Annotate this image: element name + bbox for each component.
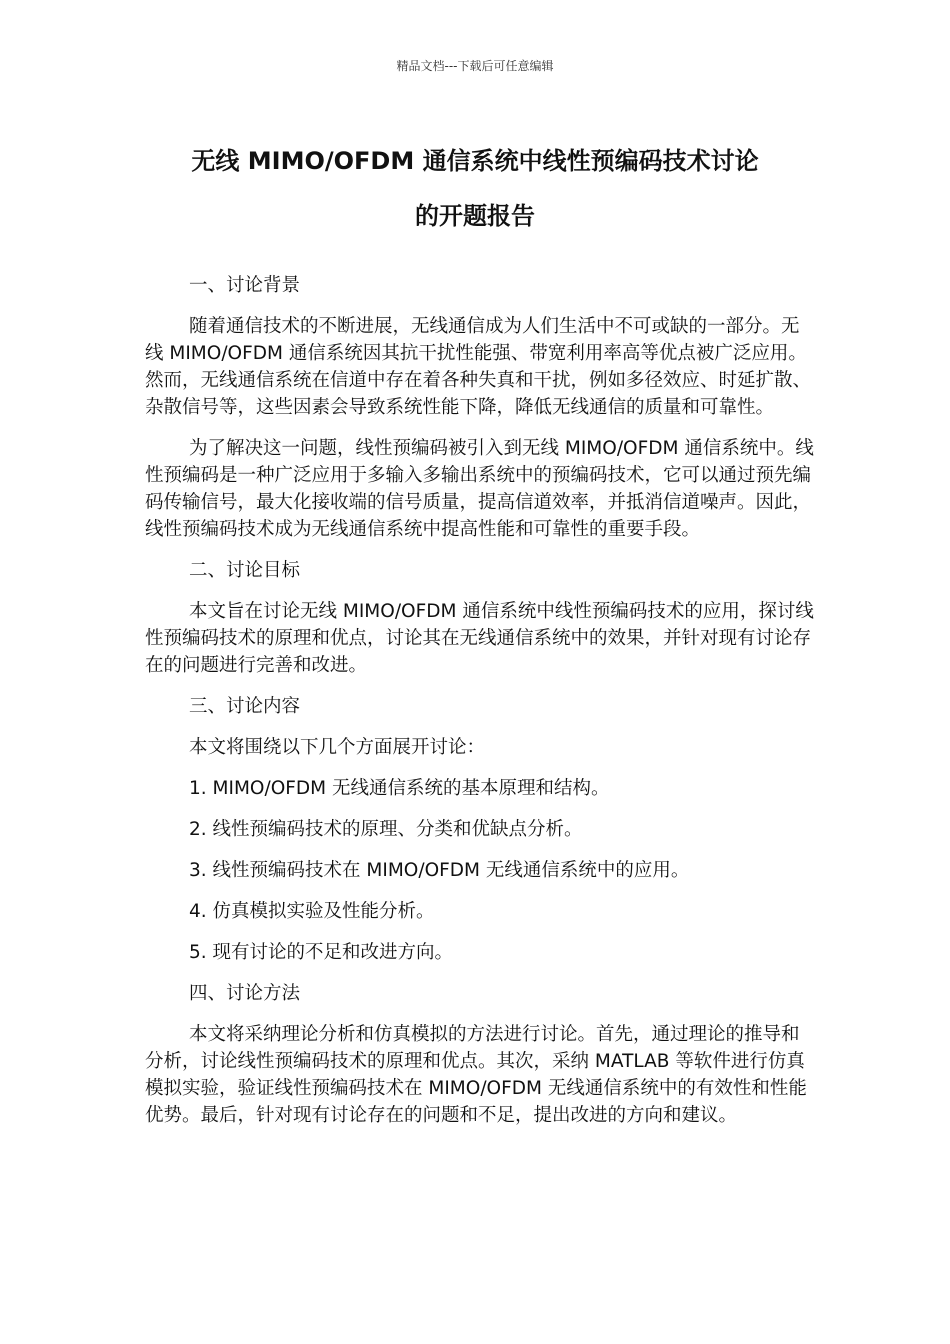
document-title-line-1: 无线 MIMO/OFDM 通信系统中线性预编码技术讨论 bbox=[191, 147, 759, 175]
content-list-item: 3. 线性预编码技术在 MIMO/OFDM 无线通信系统中的应用。 bbox=[189, 860, 690, 881]
page-header-note: 精品文档---下载后可任意编辑 bbox=[396, 59, 554, 73]
content-list-item: 4. 仿真模拟实验及性能分析。 bbox=[189, 901, 435, 922]
document-title-line-2: 的开题报告 bbox=[415, 202, 535, 230]
document-body bbox=[145, 272, 815, 1143]
section-heading-content: 三、讨论内容 bbox=[189, 696, 301, 717]
background-paragraph-2: 为了解决这一问题，线性预编码被引入到无线 MIMO/OFDM 通信系统中。线性预编码是一种广泛应用于多输入多输出系统中的预编码技术，它可以通过预先编码传输信号，最大化接收端的信号质量，提高信道效率，并抵消信道噪声。因此，线性预编码技术成为无线通信系统中提高性能和可靠性的重要手段。 bbox=[145, 438, 814, 540]
content-list-item: 5. 现有讨论的不足和改进方向。 bbox=[189, 942, 454, 963]
content-list-item: 1. MIMO/OFDM 无线通信系统的基本原理和结构。 bbox=[189, 778, 610, 799]
content-list-item: 2. 线性预编码技术的原理、分类和优缺点分析。 bbox=[189, 819, 583, 840]
section-heading-goal: 二、讨论目标 bbox=[189, 560, 301, 581]
section-heading-background: 一、讨论背景 bbox=[189, 275, 301, 296]
section-heading-method: 四、讨论方法 bbox=[189, 983, 301, 1004]
goal-paragraph: 本文旨在讨论无线 MIMO/OFDM 通信系统中线性预编码技术的应用，探讨线性预编码技术的原理和优点，讨论其在无线通信系统中的效果，并针对现有讨论存在的问题进行完善和改进。 bbox=[145, 601, 814, 676]
content-intro: 本文将围绕以下几个方面展开讨论： bbox=[189, 737, 486, 758]
method-paragraph: 本文将采纳理论分析和仿真模拟的方法进行讨论。首先，通过理论的推导和分析，讨论线性预编码技术的原理和优点。其次，采纳 MATLAB 等软件进行仿真模拟实验，验证线性预编码技术在 MIMO/OFDM 无线通信系统中的有效性和性能优势。最后，针对现有讨论存在的问题和不足，提出改进的方向和建议。 bbox=[145, 1024, 807, 1126]
background-paragraph-1: 随着通信技术的不断进展，无线通信成为人们生活中不可或缺的一部分。无线 MIMO/OFDM 通信系统因其抗干扰性能强、带宽利用率高等优点被广泛应用。然而，无线通信系统在信道中存在着各种失真和干扰，例如多径效应、时延扩散、杂散信号等，这些因素会导致系统性能下降，降低无线通信的质量和可靠性。 bbox=[145, 316, 812, 418]
